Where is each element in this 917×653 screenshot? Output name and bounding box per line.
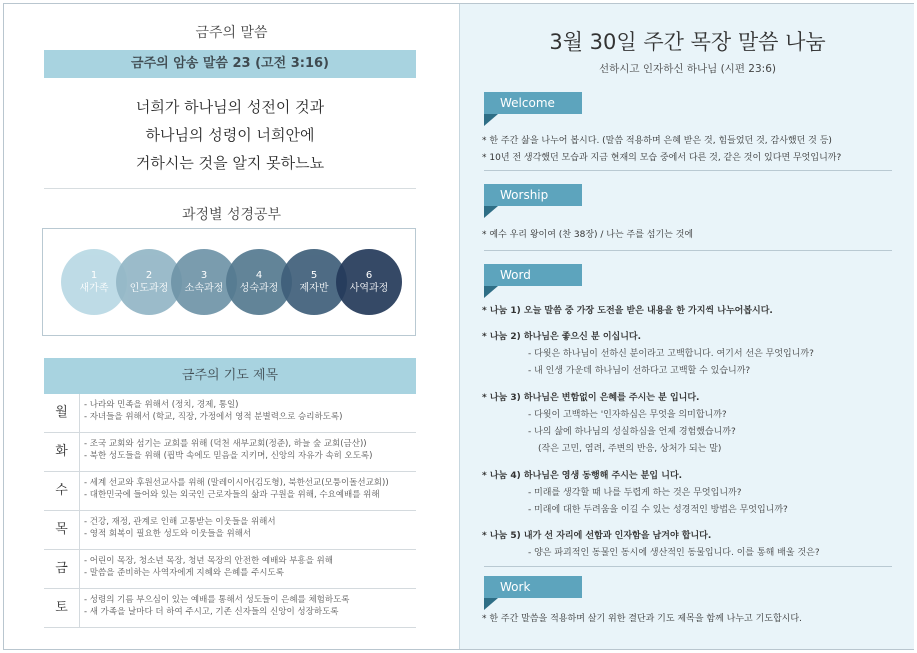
prayer-row xyxy=(44,433,416,472)
prayer-line: - 세계 선교와 후원선교사를 위해 (말레이시아(김도형), 북한선교(모퉁이돌선교회)) xyxy=(84,478,389,488)
sharing-subtitle: 선하시고 인자하신 하나님 (시편 23:6) xyxy=(599,63,776,75)
course-label: 소속과정 xyxy=(184,283,224,294)
worship-tag: Worship xyxy=(484,184,582,206)
prayer-line: - 대한민국에 들어와 있는 외국인 근로자들의 삶과 구원을 위해, 수요예배를 위해 xyxy=(84,490,380,500)
word-question: * 나눔 5) 내가 선 자리에 선함과 인자함을 남겨야 합니다. xyxy=(482,531,712,541)
divider xyxy=(44,188,416,189)
prayer-row xyxy=(44,394,416,433)
prayer-row xyxy=(44,472,416,511)
work-tag: Work xyxy=(484,576,582,598)
prayer-row xyxy=(44,511,416,550)
course-number: 4 xyxy=(255,270,263,281)
course-number: 6 xyxy=(365,270,373,281)
divider xyxy=(484,170,892,171)
prayer-line: - 자녀들을 위해서 (학교, 직장, 가정에서 영적 분별력으로 승리하도록) xyxy=(84,412,343,422)
course-label: 사역과정 xyxy=(349,283,389,294)
left-panel xyxy=(4,4,459,649)
word-question: * 나눔 1) 오늘 말씀 중 가장 도전을 받은 내용을 한 가지씩 나누어봅시다. xyxy=(482,306,773,316)
course-label: 새가족 xyxy=(79,283,109,294)
word-question: * 나눔 4) 하나님은 영생 동행해 주시는 분입 니다. xyxy=(482,471,683,481)
worship-line: * 예수 우리 왕이여 (찬 38장) / 나는 주를 섬기는 것에 xyxy=(482,230,694,240)
prayer-line: - 건강, 재정, 관계로 인해 고통받는 이웃들을 위해서 xyxy=(84,517,276,527)
welcome-tag: Welcome xyxy=(484,92,582,114)
word-sub: - 나의 삶에 하나님의 성실하심을 언제 경험했습니까? xyxy=(528,427,736,437)
course-box xyxy=(42,228,416,336)
word-sub: - 양은 파괴적인 동물인 동시에 생산적인 동물입니다. 이를 통해 배울 것은? xyxy=(528,548,820,558)
memory-verse-bar: 금주의 암송 말씀 23 (고전 3:16) xyxy=(44,50,416,78)
prayer-line: - 영적 회복이 필요한 성도와 이웃들을 위해서 xyxy=(84,529,252,539)
prayer-line: - 북한 성도들을 위해 (핍박 속에도 믿음을 지키며, 신앙의 자유가 속히 오도록) xyxy=(84,451,373,461)
prayer-day: 수 xyxy=(44,472,80,510)
prayer-table xyxy=(44,394,416,628)
prayer-row xyxy=(44,550,416,589)
prayer-day: 화 xyxy=(44,433,80,471)
right-panel xyxy=(459,4,914,649)
course-label: 성숙과정 xyxy=(239,283,279,294)
prayer-day: 목 xyxy=(44,511,80,549)
prayer-day: 월 xyxy=(44,394,80,432)
divider xyxy=(484,250,892,251)
word-sub: - 내 인생 가운데 하나님이 선하다고 고백할 수 있습니까? xyxy=(528,366,751,376)
prayer-line: - 새 가족을 날마다 더 하여 주시고, 기존 신자들의 신앙이 성장하도록 xyxy=(84,607,339,617)
weekly-word-title: 금주의 말씀 xyxy=(195,25,268,41)
welcome-line: * 10년 전 생각했던 모습과 지금 현재의 모습 중에서 다른 것, 같은 것이 있다면 무엇입니까? xyxy=(482,153,842,163)
course-circle xyxy=(336,249,402,315)
prayer-title-bar: 금주의 기도 제목 xyxy=(44,358,416,394)
prayer-row xyxy=(44,589,416,628)
verse-line: 너희가 하나님의 성전이 것과 xyxy=(135,98,325,116)
prayer-day: 토 xyxy=(44,589,80,627)
word-sub: - 다윗은 하나님이 선하신 분이라고 고백합니다. 여기서 선은 무엇입니까? xyxy=(528,349,814,359)
word-sub: - 미래에 대한 두려움을 이길 수 있는 성경적인 방법은 무엇입니까? xyxy=(528,505,788,515)
word-tag: Word xyxy=(484,264,582,286)
word-sub: - 다윗이 고백하는 '인자하심은 무엇을 의미합니까? xyxy=(528,410,727,420)
divider xyxy=(484,566,892,567)
course-label: 인도과정 xyxy=(129,283,169,294)
word-question: * 나눔 3) 하나님은 변함없이 은혜를 주시는 분 입니다. xyxy=(482,393,700,403)
sharing-title: 3월 30일 주간 목장 말씀 나눔 xyxy=(549,30,826,54)
course-label: 제자반 xyxy=(299,283,329,294)
prayer-line: - 어린이 목장, 청소년 목장, 청년 목장의 안전한 예배와 부흥을 위해 xyxy=(84,556,333,566)
prayer-line: - 말씀을 준비하는 사역자에게 지혜와 은혜를 주시도록 xyxy=(84,568,284,578)
prayer-line: - 나라와 민족을 위해서 (정치, 경제, 통일) xyxy=(84,400,239,410)
course-number: 1 xyxy=(90,270,98,281)
verse-line: 하나님의 성령이 너희안에 xyxy=(145,126,315,144)
course-number: 5 xyxy=(310,270,318,281)
prayer-line: - 성령의 기름 부으심이 있는 예배를 통해서 성도들이 은혜를 체험하도록 xyxy=(84,595,350,605)
prayer-day: 금 xyxy=(44,550,80,588)
verse-line: 거하시는 것을 알지 못하느뇨 xyxy=(135,154,325,172)
course-number: 3 xyxy=(200,270,208,281)
study-title: 과정별 성경공부 xyxy=(181,207,282,223)
word-sub: (작은 고민, 염려, 주변의 반응, 상처가 되는 말) xyxy=(538,444,722,454)
course-number: 2 xyxy=(145,270,153,281)
word-question: * 나눔 2) 하나님은 좋으신 분 이십니다. xyxy=(482,332,642,342)
welcome-line: * 한 주간 삶을 나누어 봅시다. (말씀 적용하며 은혜 받은 것, 힘들었던 것, 감사했던 것 등) xyxy=(482,136,832,146)
prayer-line: - 조국 교회와 섬기는 교회를 위해 (덕천 새부교회(정준), 하늘 숲 교회(금산)) xyxy=(84,439,367,449)
work-line: * 한 주간 말씀을 적용하며 살기 위한 결단과 기도 제목을 함께 나누고 기도합시다. xyxy=(482,614,802,624)
word-sub: - 미래를 생각할 때 나를 두렵게 하는 것은 무엇입니까? xyxy=(528,488,742,498)
